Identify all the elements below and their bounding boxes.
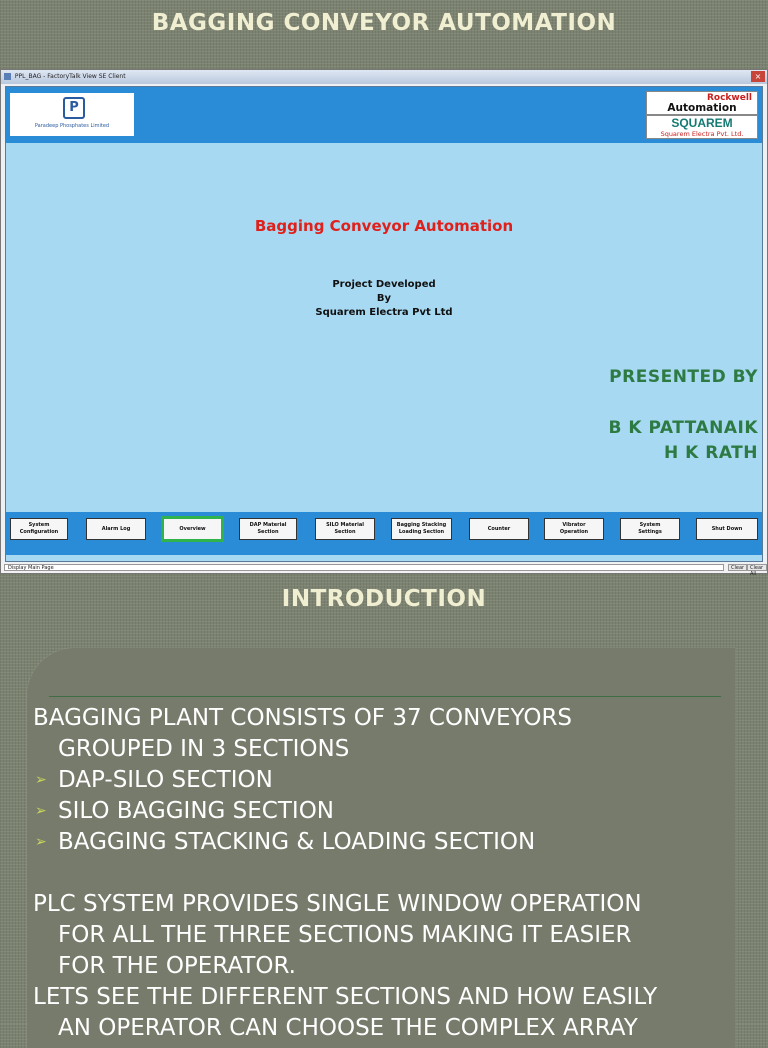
- intro-line: BAGGING PLANT CONSISTS OF 37 CONVEYORS: [33, 705, 573, 731]
- intro-bullet: ➢ SILO BAGGING SECTION: [33, 796, 758, 827]
- rockwell-logo-bottom: Automation: [667, 102, 737, 114]
- hmi-display: [5, 86, 763, 562]
- dev-line-2: By: [376, 293, 392, 304]
- factorytalk-window: [0, 69, 768, 577]
- presenter-name-2: H K RATH: [664, 443, 758, 463]
- squarem-logo-top: SQUAREM: [671, 116, 733, 130]
- window-close-icon[interactable]: ×: [751, 71, 765, 82]
- squarem-logo-bottom: Squarem Electra Pvt. Ltd.: [660, 130, 744, 138]
- nav-system-configuration-button[interactable]: System Configuration: [10, 518, 68, 540]
- window-title: PPL_BAG - FactoryTalk View SE Client: [14, 73, 126, 80]
- rockwell-logo-top: Rockwell: [706, 93, 752, 103]
- nav-vibrator-operation-button[interactable]: Vibrator Operation: [544, 518, 604, 540]
- presenter-name-1: B K PATTANAIK: [608, 418, 758, 438]
- slide2-title: INTRODUCTION: [281, 586, 487, 612]
- ppl-logo-text: Paradeep Phosphates Limited: [34, 123, 110, 129]
- nav-shut-down-button[interactable]: Shut Down: [696, 518, 758, 540]
- intro-body: [33, 703, 758, 1044]
- dev-line-1: Project Developed: [332, 279, 436, 290]
- dev-line-3: Squarem Electra Pvt Ltd: [315, 307, 453, 318]
- hmi-main-title: Bagging Conveyor Automation: [254, 217, 514, 235]
- ppl-logo: [10, 93, 134, 136]
- hmi-header: [6, 87, 762, 143]
- intro-line: PLC SYSTEM PROVIDES SINGLE WINDOW OPERATION: [33, 891, 642, 917]
- nav-silo-material-section-button[interactable]: SILO Material Section: [315, 518, 375, 540]
- bullet-arrow-icon: ➢: [35, 834, 47, 850]
- status-clear-button[interactable]: Clear: [728, 564, 747, 571]
- intro-bullet: ➢ BAGGING STACKING & LOADING SECTION: [33, 827, 758, 858]
- nav-alarm-log-button[interactable]: Alarm Log: [86, 518, 146, 540]
- intro-line: AN OPERATOR CAN CHOOSE THE COMPLEX ARRAY: [58, 1015, 638, 1041]
- bullet-arrow-icon: ➢: [35, 803, 47, 819]
- squarem-logo: [646, 115, 758, 139]
- display-selector[interactable]: Display Main Page: [4, 564, 724, 571]
- bullet-arrow-icon: ➢: [35, 772, 47, 788]
- presented-by-label: PRESENTED BY: [609, 367, 758, 387]
- hmi-nav-bar: [6, 512, 762, 555]
- nav-counter-button[interactable]: Counter: [469, 518, 529, 540]
- intro-divider: [49, 696, 721, 697]
- app-icon: [4, 73, 11, 80]
- intro-line: LETS SEE THE DIFFERENT SECTIONS AND HOW EASILY: [33, 984, 658, 1010]
- status-clear-all-button[interactable]: Clear All: [747, 564, 767, 571]
- intro-line: FOR ALL THE THREE SECTIONS MAKING IT EASIER: [58, 922, 632, 948]
- rockwell-logo: [646, 91, 758, 115]
- nav-dap-material-section-button[interactable]: DAP Material Section: [239, 518, 297, 540]
- nav-bagging-stacking-loading-button[interactable]: Bagging Stacking Loading Section: [391, 518, 452, 540]
- nav-overview-button[interactable]: Overview: [161, 516, 224, 542]
- intro-line: GROUPED IN 3 SECTIONS: [58, 736, 350, 762]
- slide1-title: BAGGING CONVEYOR AUTOMATION: [151, 10, 617, 36]
- intro-line: FOR THE OPERATOR.: [58, 953, 296, 979]
- status-bar: [1, 563, 767, 577]
- ppl-logo-mark: P: [63, 97, 85, 119]
- nav-system-settings-button[interactable]: System Settings: [620, 518, 680, 540]
- intro-bullet: ➢ DAP-SILO SECTION: [33, 765, 758, 796]
- window-titlebar[interactable]: [1, 70, 767, 84]
